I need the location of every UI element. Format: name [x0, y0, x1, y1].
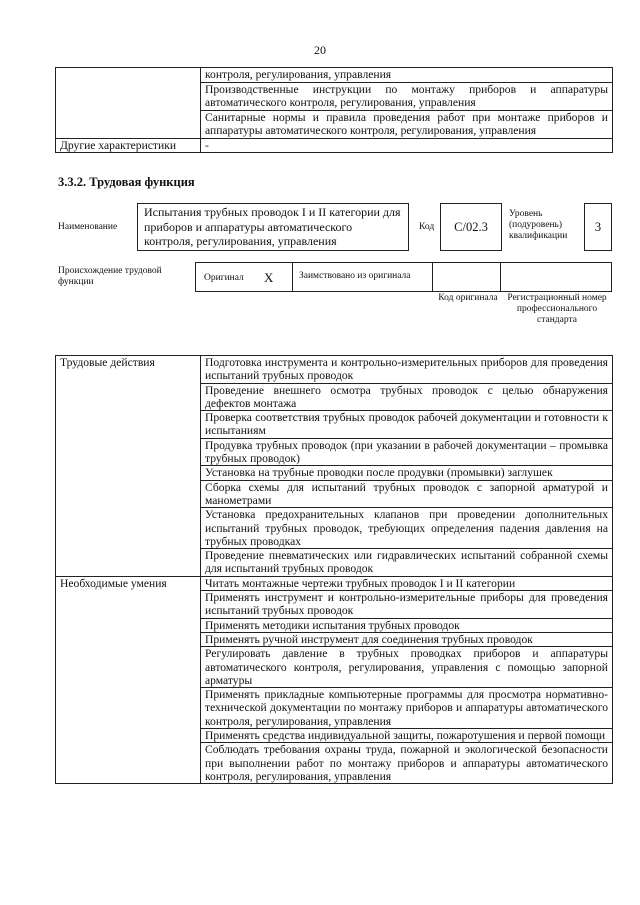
action-item: Проведение пневматических или гидравлических испытаний собранной схемы для испытаний трубных проводок [201, 549, 613, 577]
skills-label: Необходимые умения [56, 576, 201, 783]
skill-item: Применять прикладные компьютерные программы для просмотра нормативно-технической документации по монтажу приборов и аппаратуры автоматического контроля, регулирования, управления [201, 688, 613, 729]
skill-item: Читать монтажные чертежи трубных проводок I и II категории [201, 576, 613, 590]
table-row [56, 138, 613, 153]
action-item: Сборка схемы для испытаний трубных проводок с запорной арматурой и манометрами [201, 480, 613, 508]
skill-item: Соблюдать требования охраны труда, пожарной и экологической безопасности при выполнении работ по монтажу приборов и аппаратуры автоматического контроля, регулирования, управления [201, 743, 613, 784]
original-label: Оригинал [204, 273, 244, 283]
section-title: 3.3.2. Трудовая функция [58, 175, 195, 189]
reg-number-label: Регистрационный номер профессионального стандарта [507, 293, 607, 325]
name-label: Наименование [58, 222, 118, 232]
action-item: Проверка соответствия трубных проводок рабочей документации и готовности к испытаниям [201, 411, 613, 439]
empty-label-cell [56, 68, 201, 139]
action-item: Подготовка инструмента и контрольно-измерительных приборов для проведения испытаний трубных проводок [201, 356, 613, 384]
level-label: Уровень (подуровень) квалификации [509, 209, 568, 241]
function-name: Испытания трубных проводок I и II категории для приборов и аппаратуры автоматического контроля, регулирования, управления [144, 205, 401, 248]
code-original-box [432, 262, 501, 292]
borrowed-box [292, 262, 433, 292]
row-label: Другие характеристики [56, 138, 201, 153]
skill-item: Применять ручной инструмент для соединения трубных проводок [201, 632, 613, 646]
action-item: Продувка трубных проводок (при указании в рабочей документации – промывка трубных проводок) [201, 438, 613, 466]
table-cell: Производственные инструкции по монтажу приборов и аппаратуры автоматического контроля, регулирования, управления [201, 82, 613, 110]
action-item: Проведение внешнего осмотра трубных проводок с целью обнаружения дефектов монтажа [201, 383, 613, 411]
table-cell: Санитарные нормы и правила проведения работ при монтаже приборов и аппаратуры автоматического контроля, регулирования, управления [201, 110, 613, 138]
skill-item: Применять методики испытания трубных проводок [201, 618, 613, 632]
table-row [56, 356, 613, 384]
action-item: Установка предохранительных клапанов при проведении дополнительных испытаний трубных проводок, требующих определения падения давления на трубных проводках [201, 508, 613, 549]
origin-label: Происхождение трудовой функции [58, 266, 162, 287]
code-label: Код [419, 222, 435, 232]
function-details-table [55, 355, 613, 784]
code-box [440, 203, 502, 251]
code-value: С/02.3 [454, 220, 488, 234]
table-row [56, 576, 613, 590]
table-cell: контроля, регулирования, управления [201, 68, 613, 83]
skill-item: Регулировать давление в трубных проводках приборов и аппаратуры автоматического контроля, регулирования, управления с помощью запорной арматуры [201, 647, 613, 688]
reg-number-box [500, 262, 612, 292]
continuation-table [55, 67, 613, 153]
borrowed-label: Заимствовано из оригинала [299, 271, 411, 281]
original-mark: X [264, 270, 274, 285]
page-number: 20 [314, 43, 326, 57]
table-cell: - [201, 138, 613, 153]
original-box [195, 262, 293, 292]
level-box [584, 203, 612, 251]
actions-label: Трудовые действия [56, 356, 201, 577]
table-row [56, 68, 613, 83]
code-original-label: Код оригинала [438, 293, 498, 303]
skill-item: Применять средства индивидуальной защиты, пожаротушения и первой помощи [201, 729, 613, 743]
action-item: Установка на трубные проводки после продувки (промывки) заглушек [201, 466, 613, 480]
level-value: 3 [594, 220, 602, 234]
skill-item: Применять инструмент и контрольно-измерительные приборы для проведения испытаний трубных проводок [201, 591, 613, 619]
function-name-box [137, 203, 409, 251]
